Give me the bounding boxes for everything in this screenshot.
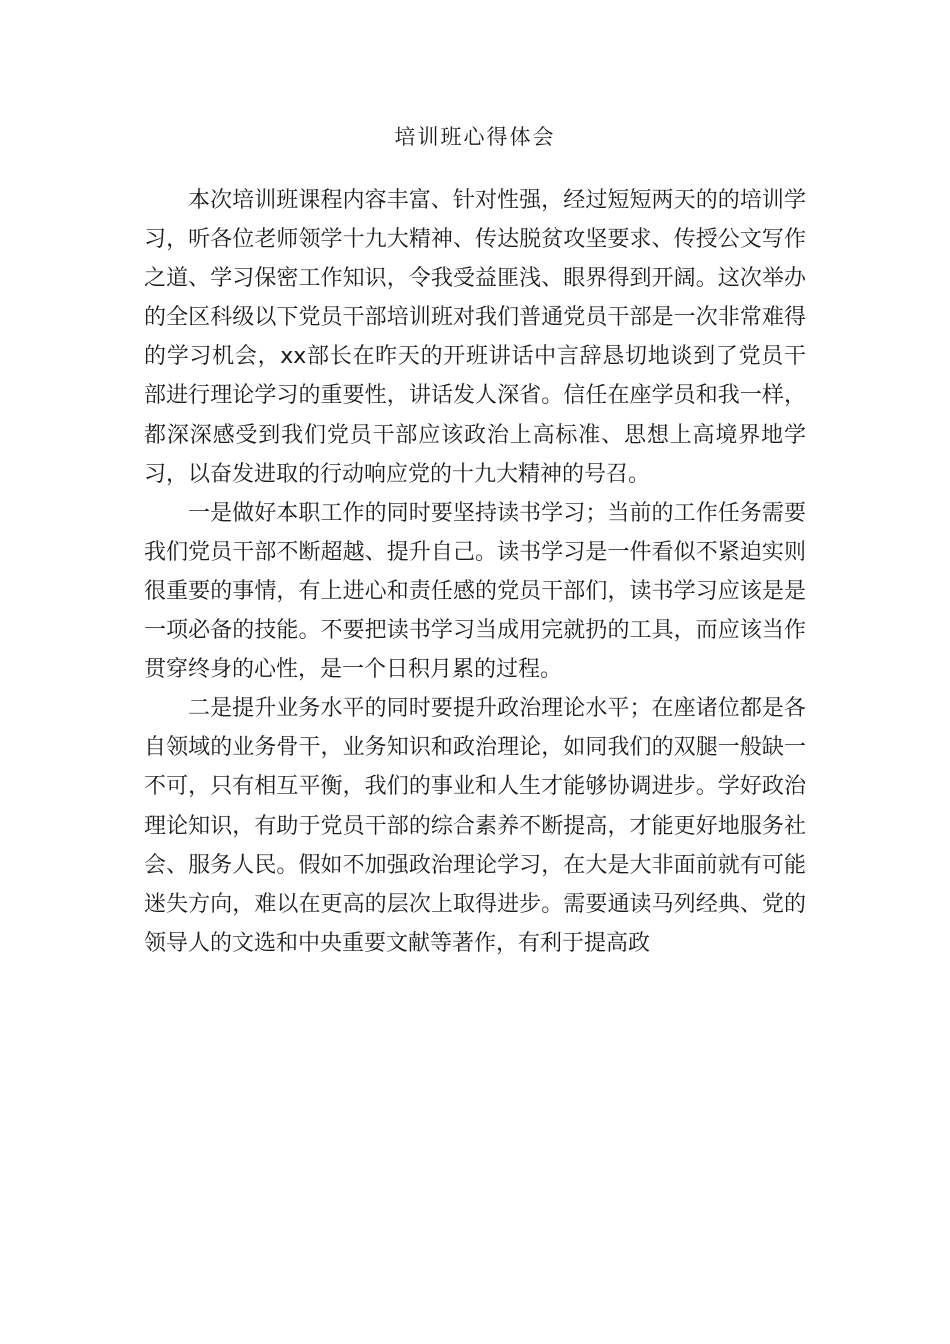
document-body xyxy=(144,181,806,963)
paragraph-intro: 本次培训班课程内容丰富、针对性强，经过短短两天的的培训学习，听各位老师领学十九大精神、传达脱贫攻坚要求、传授公文写作之道、学习保密工作知识，令我受益匪浅、眼界得到开阔。这次举办的全区科级以下党员干部培训班对我们普通党员干部是一次非常难得的学习机会，xx部长在昨天的开班讲话中言辞恳切地谈到了党员干部进行理论学习的重要性，讲话发人深省。信任在座学员和我一样，都深深感受到我们党员干部应该政治上高标准、思想上高境界地学习，以奋发进取的行动响应党的十九大精神的号召。 xyxy=(144,188,806,487)
paragraph-point-two: 二是提升业务水平的同时要提升政治理论水平；在座诸位都是各自领域的业务骨干，业务知识和政治理论，如同我们的双腿一般缺一不可，只有相互平衡，我们的事业和人生才能够协调进步。学好政治理论知识，有助于党员干部的综合素养不断提高，才能更好地服务社会、服务人民。假如不加强政治理论学习，在大是大非面前就有可能迷失方向，难以在更高的层次上取得进步。需要通读马列经典、党的领导人的文选和中央重要文献等著作，有利于提高政 xyxy=(144,696,806,956)
document-title: 培训班心得体会 xyxy=(394,125,556,149)
paragraph-point-one: 一是做好本职工作的同时要坚持读书学习；当前的工作任务需要我们党员干部不断超越、提升自己。读书学习是一件看似不紧迫实则很重要的事情，有上进心和责任感的党员干部们，读书学习应该是是一项必备的技能。不要把读书学习当成用完就扔的工具，而应该当作贯穿终身的心性，是一个日积月累的过程。 xyxy=(144,500,806,683)
